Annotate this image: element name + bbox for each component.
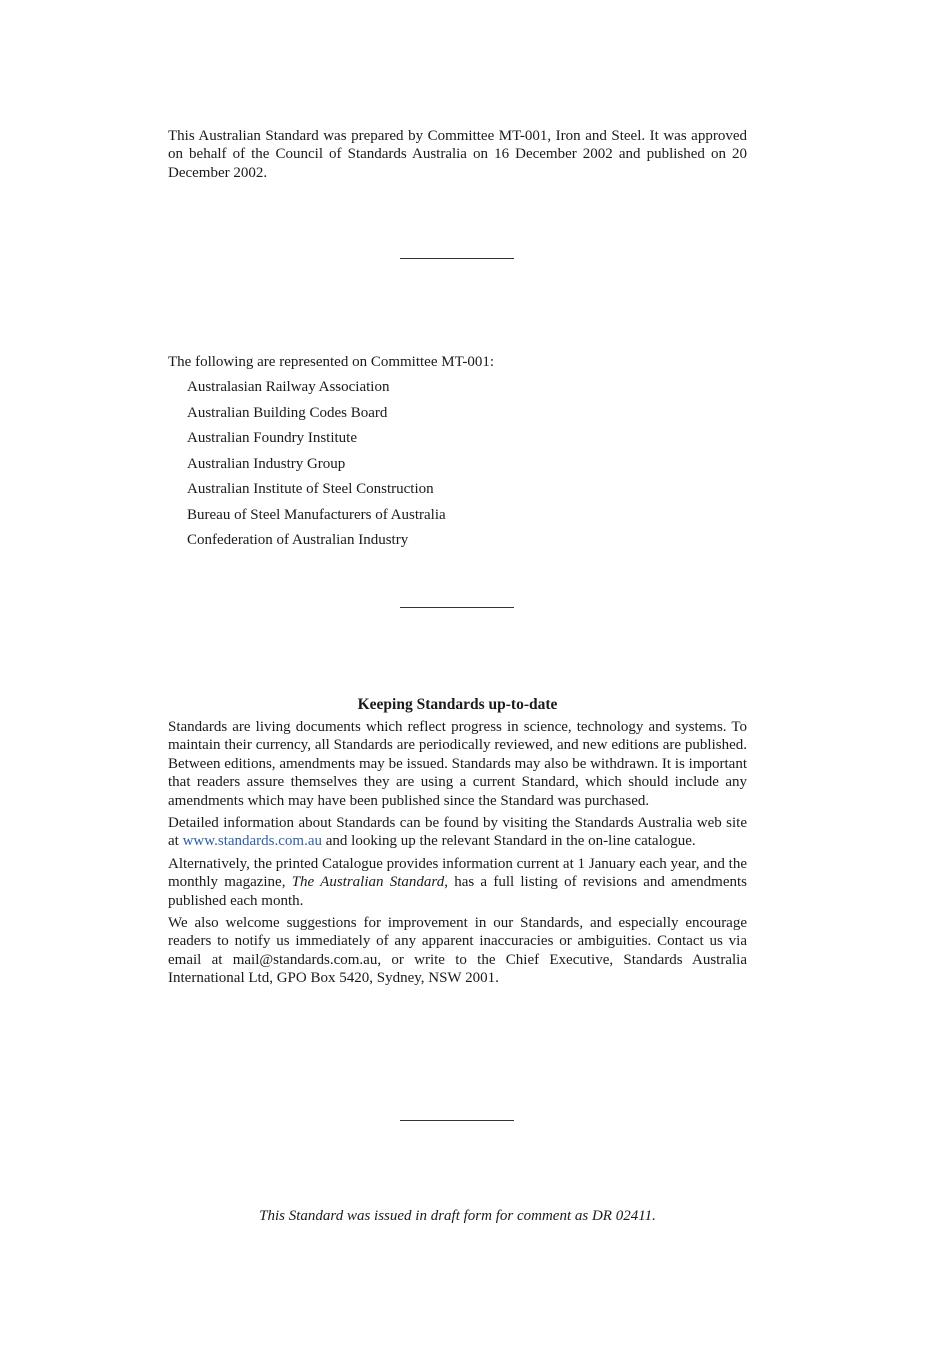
draft-footer-note: This Standard was issued in draft form for comment as DR 02411. — [259, 1208, 656, 1224]
section-divider — [400, 607, 514, 608]
magazine-title: The Australian Standard — [291, 874, 445, 891]
paragraph-catalogue — [168, 855, 747, 910]
committee-member: Confederation of Australian Industry — [187, 532, 409, 549]
committee-member: Australian Foundry Institute — [187, 430, 357, 447]
committee-member: Australian Institute of Steel Construction — [187, 481, 434, 498]
committee-intro: The following are represented on Committee MT-001: — [168, 354, 495, 370]
section-heading: Keeping Standards up-to-date — [357, 696, 558, 713]
committee-representation — [168, 353, 747, 557]
approval-text: This Australian Standard was prepared by Committee MT-001, Iron and Steel. It was approved on behalf of the Council of Standards Australia on 16 December 2002 and published on 20 December 2002. — [168, 128, 747, 181]
paragraph-text: and looking up the relevant Standard in the on-line catalogue. — [322, 833, 696, 850]
committee-member: Australian Industry Group — [187, 455, 346, 472]
standards-website-link[interactable]: www.standards.com.au — [182, 833, 322, 850]
section-divider — [400, 1120, 514, 1121]
paragraph-text: Alternatively, the printed Catalogue provides information current at 1 January each year, and the monthly magazine, — [168, 855, 747, 891]
approval-statement — [168, 127, 747, 182]
paragraph-living-documents: Standards are living documents which reflect progress in science, technology and systems. To maintain their currency, all Standards are periodically reviewed, and new editions are published. Between editions, amendments may be issued. Standards may also be withdrawn. It is important that readers assure themselves they are using a current Standard, which should include any amendments which may have been published since the Standard was purchased. — [168, 719, 747, 809]
committee-member-list — [168, 378, 747, 557]
paragraph-website-info — [168, 814, 747, 851]
committee-member: Bureau of Steel Manufacturers of Australia — [187, 506, 446, 523]
keeping-standards-section — [168, 695, 747, 992]
committee-member: Australian Building Codes Board — [187, 404, 388, 421]
paragraph-suggestions: We also welcome suggestions for improvement in our Standards, and especially encourage readers to notify us immediately of any apparent inaccuracies or ambiguities. Contact us via email at mail@standards.com.au, or write to the Chief Executive, Standards Australia International Ltd, GPO Box 5420, Sydney, NSW 2001. — [168, 915, 747, 987]
paragraph-text: , has a full listing of revisions and amendments published each month. — [168, 874, 747, 909]
section-divider — [400, 258, 514, 259]
committee-member: Australasian Railway Association — [187, 379, 390, 396]
paragraph-text: Detailed information about Standards can be found by visiting the Standards Australia web site at — [168, 815, 747, 850]
